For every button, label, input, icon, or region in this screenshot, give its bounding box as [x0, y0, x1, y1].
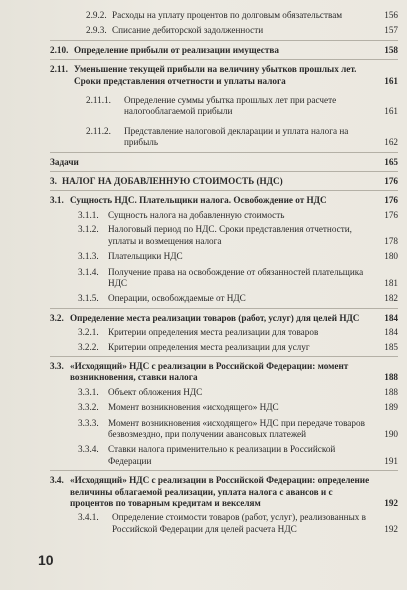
divider	[50, 152, 398, 153]
divider	[50, 40, 398, 41]
toc-entry: 3.2.1. Критерии определения места реализации для товаров 184	[78, 327, 398, 338]
toc-entry: Задачи 165	[50, 156, 398, 167]
toc-entry: 3.1.2. Налоговый период по НДС. Сроки представления отчетности, уплаты и возмещения налога 178	[78, 224, 398, 246]
toc-entry: 3.2. Определение места реализации товаров (работ, услуг) для целей НДС 184	[50, 312, 398, 323]
toc-entry: 3.4. «Исходящий» НДС с реализации в Российской Федерации: определение величины облагаемой реализации, уплата налога с авансов и с процентов по товарным кредитам и векселям 192	[50, 475, 398, 508]
toc-entry: 2.11. Уменьшение текущей прибыли на величину убытков прошлых лет. Сроки представления отчетности и уплаты налога 161	[50, 64, 398, 86]
divider	[50, 190, 398, 191]
divider	[50, 59, 398, 60]
toc-entry: 3.1.3. Плательщики НДС 180	[78, 251, 398, 262]
toc-entry: 3.1. Сущность НДС. Плательщики налога. Освобождение от НДС 176	[50, 195, 398, 206]
toc-entry: 3.1.4. Получение права на освобождение от обязанностей плательщика НДС 181	[78, 266, 398, 288]
table-of-contents	[50, 10, 398, 537]
toc-entry: 2.11.1. Определение суммы убытка прошлых лет при расчете налогооблагаемой прибыли 161	[86, 95, 398, 117]
toc-entry: 3.1.1. Сущность налога на добавленную стоимость 176	[78, 209, 398, 220]
toc-entry: 3.4.1. Определение стоимости товаров (работ, услуг), реализованных в Российской Федерации для целей расчета НДС 192	[78, 512, 398, 534]
toc-entry: 3.3.2. Момент возникновения «исходящего» НДС 189	[78, 402, 398, 413]
toc-entry: 3.2.2. Критерии определения места реализации для услуг 185	[78, 341, 398, 352]
divider	[50, 470, 398, 471]
toc-entry: 3. НАЛОГ НА ДОБАВЛЕННУЮ СТОИМОСТЬ (НДС) 176	[50, 176, 398, 187]
divider	[50, 356, 398, 357]
page-number: 10	[38, 552, 54, 568]
divider	[50, 171, 398, 172]
toc-entry: 2.10. Определение прибыли от реализации имущества 158	[50, 44, 398, 55]
toc-entry: 3.3.4. Ставки налога применительно к реализации в Российской Федерации 191	[78, 444, 398, 466]
toc-entry: 2.11.2. Представление налоговой декларации и уплата налога на прибыль 162	[86, 125, 398, 148]
toc-entry: 3.3.1. Объект обложения НДС 188	[78, 386, 398, 397]
toc-entry: 2.9.3. Списание дебиторской задолженности 157	[86, 25, 398, 36]
toc-entry: 3.3.3. Момент возникновения «исходящего» НДС при передаче товаров безвозмездно, при получении авансовых платежей 190	[78, 417, 398, 439]
divider	[50, 308, 398, 309]
toc-entry: 2.9.2. Расходы на уплату процентов по долговым обязательствам 156	[86, 10, 398, 20]
toc-entry: 3.1.5. Операции, освобождаемые от НДС 182	[78, 293, 398, 304]
toc-entry: 3.3. «Исходящий» НДС с реализации в Российской Федерации: момент возникновения, ставки налога 188	[50, 360, 398, 383]
